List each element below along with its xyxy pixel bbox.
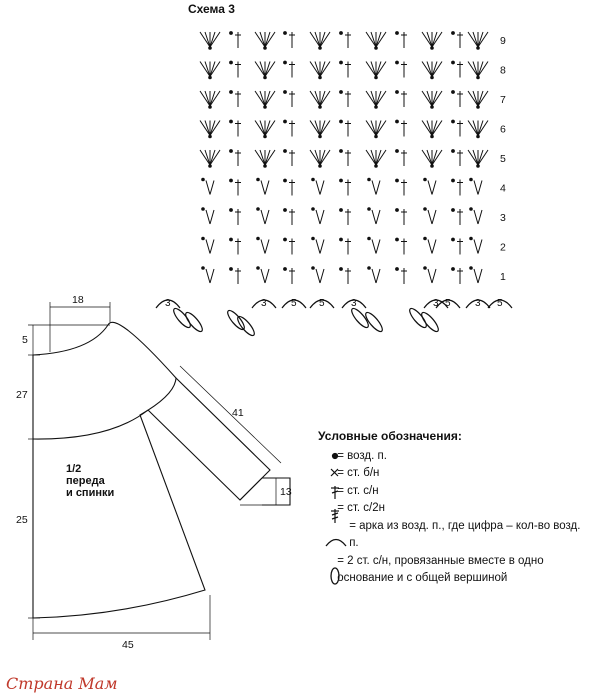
stitch-group — [452, 91, 463, 107]
stitch-group — [255, 32, 275, 49]
legend-text-cluster: = 2 ст. с/н, провязанные вместе в одно основание и с общей вершиной — [337, 554, 544, 584]
stitch-group — [257, 267, 269, 283]
watermark: Страна Мам — [6, 674, 118, 693]
stitch-group — [284, 238, 295, 254]
row-number: 1 — [500, 271, 506, 283]
stitch-group — [340, 209, 351, 225]
stitch-group — [202, 237, 214, 253]
stitch-group — [468, 121, 488, 138]
stitch-group — [422, 62, 442, 79]
stitch-group — [470, 237, 482, 253]
stitch-group — [468, 150, 488, 167]
legend-text-tr: = ст. с/2н — [337, 502, 385, 514]
stitch-group — [340, 32, 351, 48]
stitch-group — [200, 150, 220, 167]
stitch-group — [470, 208, 482, 224]
stitch-group — [284, 120, 295, 136]
legend-item-cluster — [318, 553, 590, 588]
dim-sleeve-length: 41 — [232, 407, 244, 419]
stitch-group — [422, 150, 442, 167]
stitch-group — [396, 268, 407, 284]
stitch-group — [452, 150, 463, 166]
stitch-group — [396, 238, 407, 254]
stitch-group — [284, 91, 295, 107]
stitch-group — [340, 61, 351, 77]
stitch-group — [202, 267, 214, 283]
legend-item-tr — [318, 500, 590, 518]
stitch-group — [452, 209, 463, 225]
row-number: 2 — [500, 241, 506, 254]
stitch-group — [230, 238, 241, 254]
stitch-chart — [200, 32, 488, 284]
stitch-group — [424, 267, 436, 283]
cluster-mark — [183, 310, 205, 334]
stitch-group — [202, 208, 214, 224]
legend-item-sc — [318, 465, 590, 483]
stitch-group — [340, 179, 351, 195]
stitch-group — [230, 150, 241, 166]
stitch-group — [366, 62, 386, 79]
arc-count: 3 — [433, 298, 439, 309]
stitch-group — [368, 267, 380, 283]
stitch-group — [230, 268, 241, 284]
row-number: 4 — [500, 182, 506, 195]
dim-neck-depth: 5 — [22, 334, 28, 346]
stitch-group — [257, 208, 269, 224]
stitch-group — [312, 237, 324, 253]
row-number: 7 — [500, 94, 506, 106]
legend-text-dc: = ст. с/н — [337, 484, 379, 497]
arc-count: 3 — [475, 298, 481, 309]
foundation-arcs — [156, 298, 512, 309]
legend-item-arc — [318, 518, 590, 553]
arc-count: 5 — [497, 298, 503, 309]
stitch-group — [257, 178, 269, 194]
stitch-group — [368, 178, 380, 194]
stitch-group — [366, 91, 386, 108]
stitch-group — [310, 121, 330, 138]
part-label-line-2: переда — [66, 475, 105, 487]
stitch-group — [424, 237, 436, 253]
stitch-group — [468, 91, 488, 108]
legend-item-chain — [318, 448, 590, 466]
stitch-group — [340, 91, 351, 107]
arc-count: 5 — [291, 298, 297, 309]
stitch-group — [230, 179, 241, 195]
dim-bottom-width: 45 — [122, 639, 134, 651]
stitch-group — [284, 61, 295, 77]
stitch-group — [340, 238, 351, 254]
stitch-group — [424, 178, 436, 194]
dim-top-width: 18 — [72, 294, 84, 306]
front-back-outline — [33, 322, 205, 618]
stitch-group — [255, 150, 275, 167]
foundation-row — [156, 298, 512, 338]
stitch-group — [396, 120, 407, 136]
stitch-group — [422, 121, 442, 138]
stitch-group — [310, 62, 330, 79]
row-number: 9 — [500, 35, 506, 47]
legend — [318, 428, 590, 588]
stitch-group — [284, 32, 295, 48]
cluster-mark — [407, 306, 429, 330]
stitch-group — [340, 120, 351, 136]
stitch-group — [255, 62, 275, 79]
dim-yoke-height: 27 — [16, 389, 28, 401]
stitch-group — [396, 91, 407, 107]
stitch-group — [452, 32, 463, 48]
stitch-group — [422, 91, 442, 108]
stitch-group — [310, 32, 330, 49]
stitch-group — [368, 208, 380, 224]
stitch-group — [200, 32, 220, 49]
stitch-group — [366, 150, 386, 167]
dim-cuff-width: 13 — [280, 486, 292, 498]
stitch-group — [257, 237, 269, 253]
stitch-group — [470, 267, 482, 283]
stitch-group — [255, 121, 275, 138]
row-number: 8 — [500, 64, 506, 77]
stitch-group — [312, 208, 324, 224]
stitch-group — [468, 32, 488, 49]
stitch-group — [424, 208, 436, 224]
row-numbers — [500, 35, 506, 283]
stitch-group — [312, 267, 324, 283]
stitch-group — [255, 91, 275, 108]
stitch-group — [368, 237, 380, 253]
stitch-group — [284, 150, 295, 166]
stitch-group — [230, 91, 241, 107]
stitch-group — [340, 268, 351, 284]
stitch-group — [200, 121, 220, 138]
yoke-line — [33, 410, 148, 439]
stitch-group — [470, 178, 482, 194]
arc-count: 3 — [261, 298, 267, 309]
stitch-group — [366, 121, 386, 138]
cluster-mark — [349, 306, 371, 330]
stitch-group — [310, 150, 330, 167]
cluster-mark — [225, 308, 247, 332]
stitch-group — [230, 32, 241, 48]
stitch-group — [310, 91, 330, 108]
legend-text-arc: = арка из возд. п., где цифра – кол-во возд. п. — [349, 519, 581, 549]
part-label-line-3: и спинки — [66, 487, 115, 499]
dim-body-height: 25 — [16, 514, 28, 526]
stitch-group — [396, 32, 407, 48]
part-label — [66, 463, 114, 499]
stitch-group — [200, 91, 220, 108]
stitch-group — [468, 62, 488, 79]
dimension-labels — [16, 294, 292, 651]
stitch-group — [452, 179, 463, 195]
scheme-title: Схема 3 — [188, 2, 235, 16]
arc-count: 5 — [319, 298, 325, 309]
cluster-mark — [235, 314, 257, 338]
arc-count: 3 — [351, 298, 357, 309]
stitch-group — [200, 62, 220, 79]
arc-count: 5 — [445, 298, 451, 309]
row-number: 5 — [500, 153, 506, 165]
cluster-mark — [171, 306, 193, 330]
stitch-group — [284, 268, 295, 284]
legend-text-sc: = ст. б/н — [337, 467, 380, 479]
stitch-group — [452, 120, 463, 136]
stitch-group — [366, 32, 386, 49]
part-label-line-1: 1/2 — [66, 463, 82, 475]
cluster-mark — [363, 310, 385, 334]
stitch-group — [396, 150, 407, 166]
stitch-group — [396, 209, 407, 225]
stitch-group — [230, 61, 241, 77]
row-number: 6 — [500, 123, 506, 136]
stitch-group — [452, 238, 463, 254]
stitch-group — [230, 209, 241, 225]
stitch-group — [284, 179, 295, 195]
stitch-group — [312, 178, 324, 194]
stitch-group — [340, 150, 351, 166]
legend-title: Условные обозначения: — [318, 429, 462, 443]
stitch-group — [452, 268, 463, 284]
row-number: 3 — [500, 212, 506, 224]
stitch-group — [230, 120, 241, 136]
stitch-group — [422, 32, 442, 49]
stitch-group — [284, 209, 295, 225]
stitch-group — [202, 178, 214, 194]
legend-item-dc — [318, 483, 590, 501]
stitch-group — [396, 179, 407, 195]
cluster-mark — [419, 310, 441, 334]
arc-count: 3 — [165, 298, 171, 309]
stitch-group — [396, 61, 407, 77]
stitch-group — [452, 61, 463, 77]
legend-text-chain: = возд. п. — [337, 449, 387, 462]
